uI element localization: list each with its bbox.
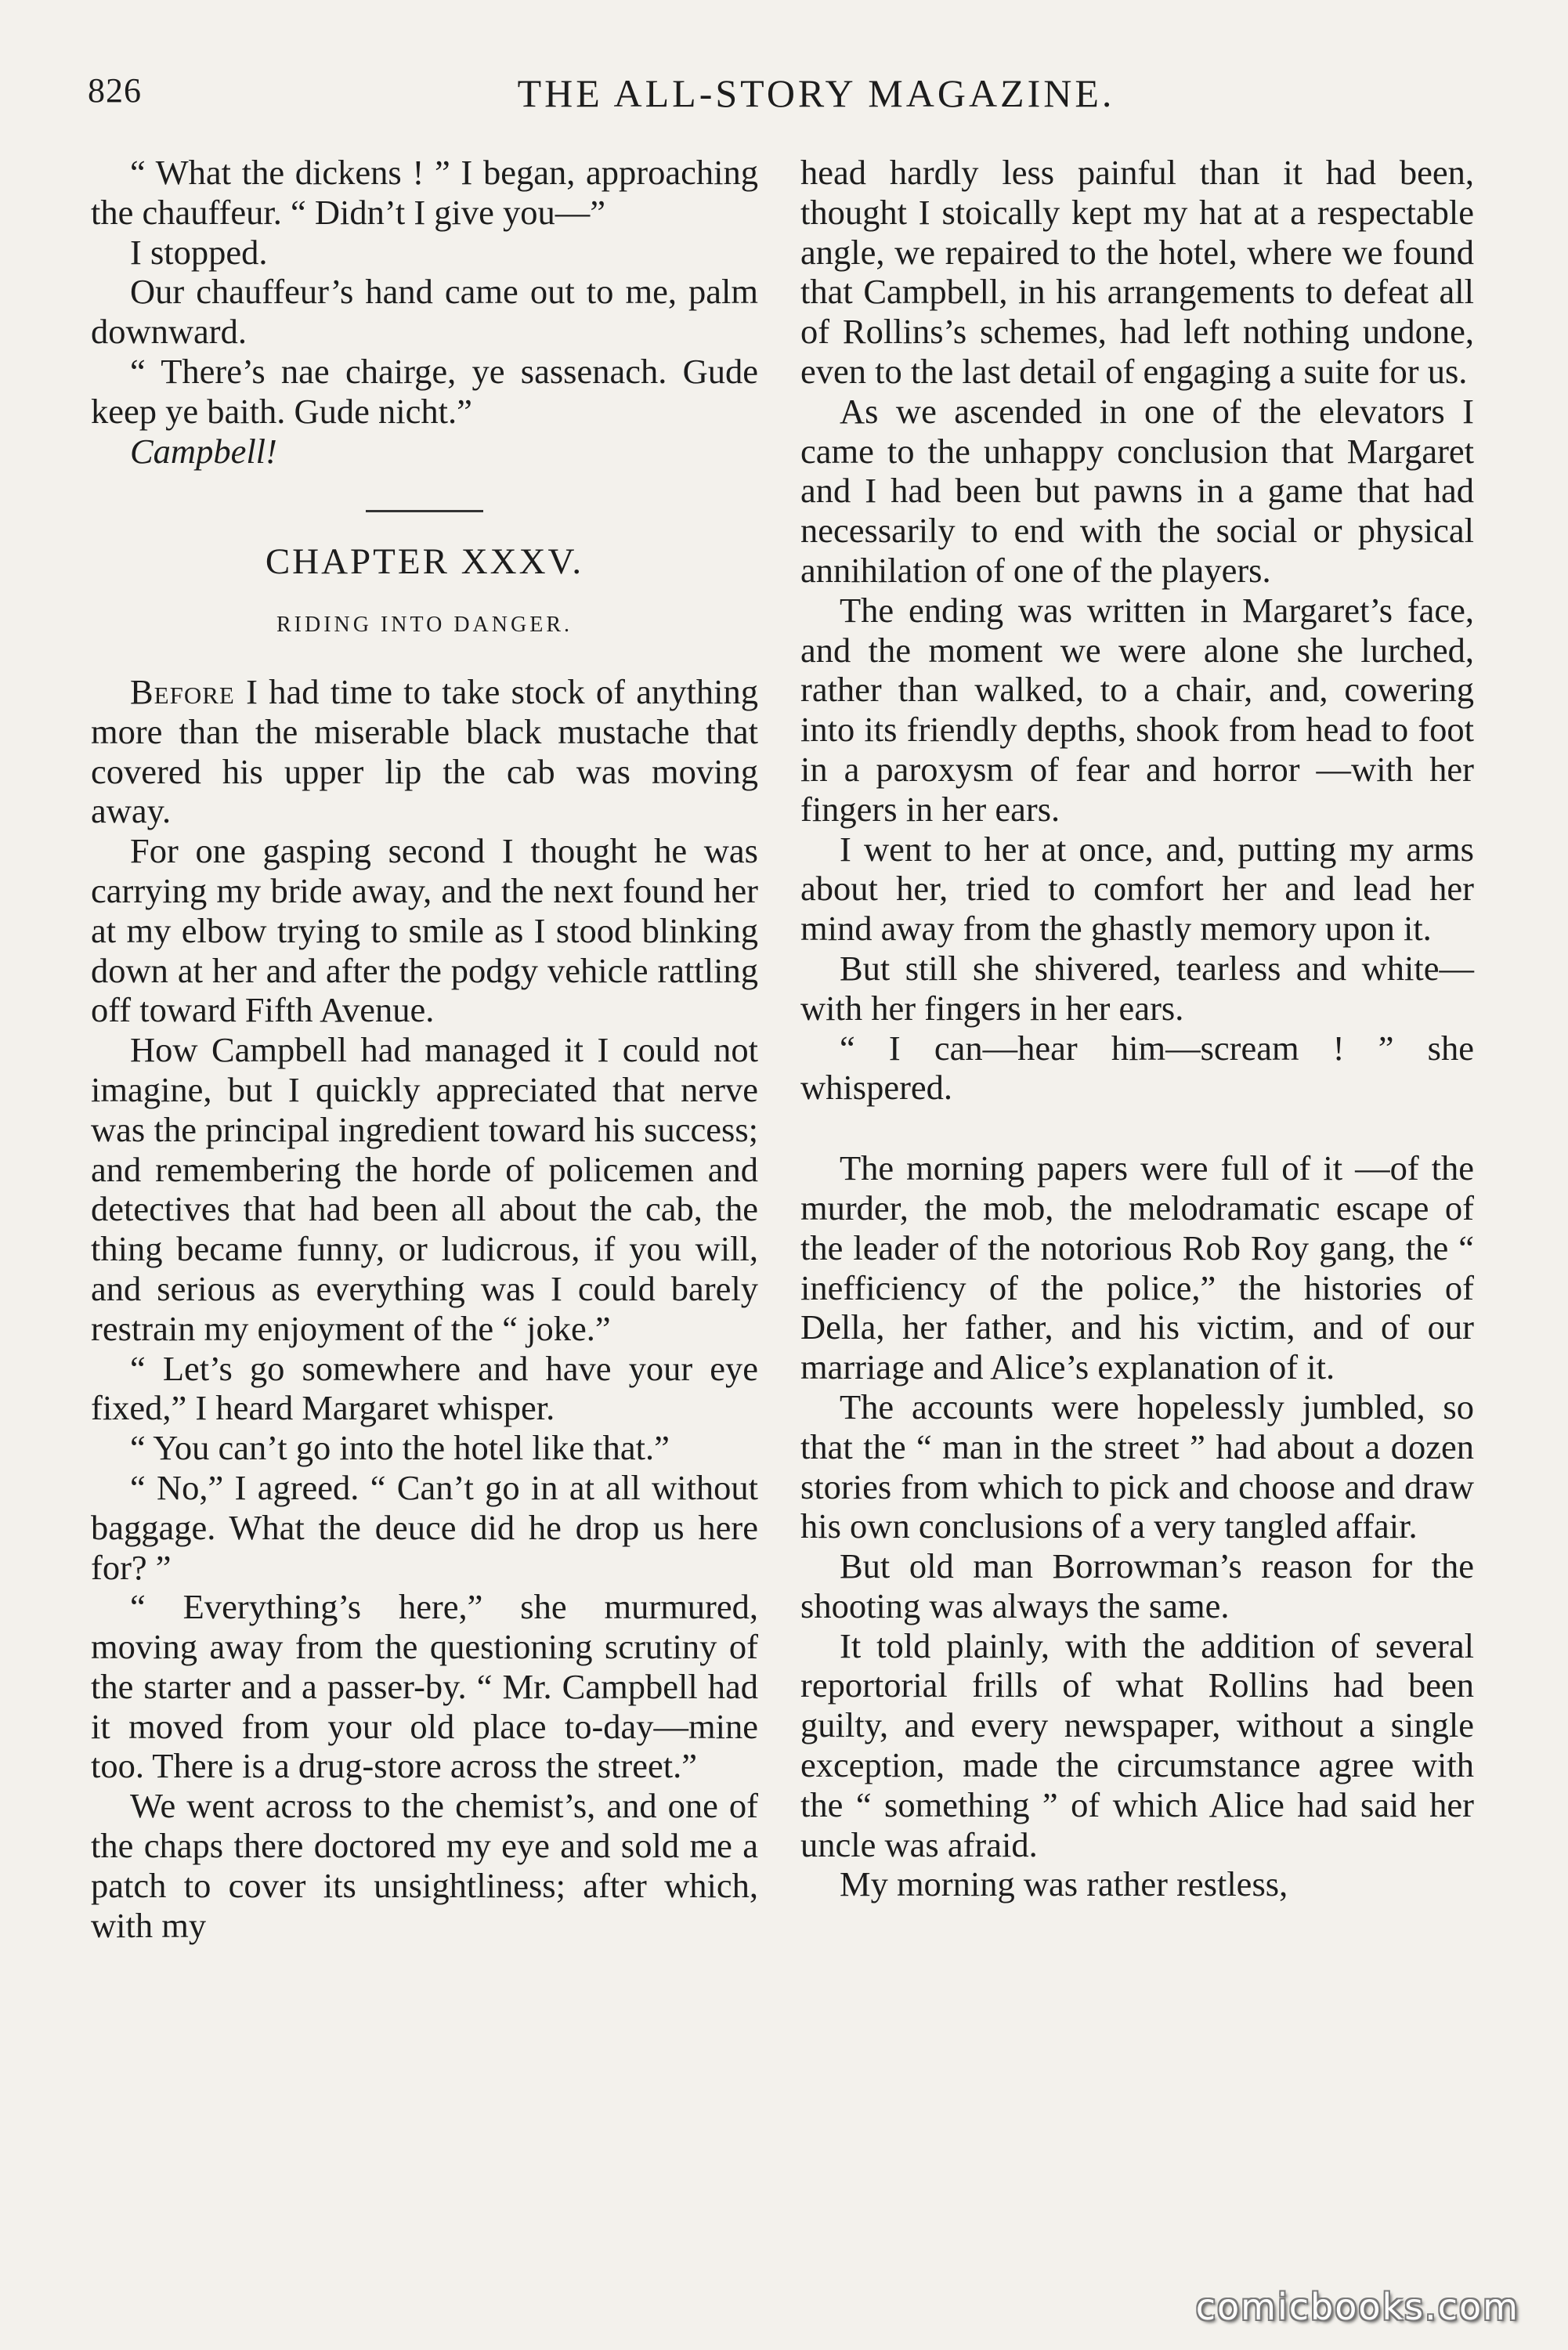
opening-paragraph-text: I had time to take stock of anything more than the miserable black mustache that covered his upper lip the cab was moving away. xyxy=(91,671,758,831)
paragraph: The accounts were hopelessly jumbled, so that the “ man in the street ” had about a dozen stories from which to pick and choose and draw his own conclusions of a very tangled affair. xyxy=(800,1386,1474,1546)
paragraph: “ Everything’s here,” she murmured, moving away from the questioning scrutiny of the starter and a passer-by. “ Mr. Campbell had it moved from your old place to-day—mine too. There is a drug-store across the street.” xyxy=(91,1587,758,1786)
paragraph: It told plainly, with the addition of several reportorial frills of what Rollins had been guilty, and every newspaper, without a single exception, made the circumstance agree with the “ something ” of which Alice had said her uncle was afraid. xyxy=(800,1625,1474,1864)
section-break xyxy=(800,1108,1474,1148)
paragraph: We went across to the chemist’s, and one of the chaps there doctored my eye and sold me a patch to cover its unsightliness; after which, with my xyxy=(91,1786,758,1945)
opening-word: Before xyxy=(130,671,235,711)
paragraph: “ Let’s go somewhere and have your eye fixed,” I heard Margaret whisper. xyxy=(91,1348,758,1428)
paragraph: But still she shivered, tearless and white—with her fingers in her ears. xyxy=(800,948,1474,1028)
paragraph: As we ascended in one of the elevators I came to the unhappy conclusion that Margaret and I had been but pawns in a game that had necessarily to end with the social or physical annihilation of one of the players. xyxy=(800,391,1474,590)
paragraph: But old man Borrowman’s reason for the shooting was always the same. xyxy=(800,1546,1474,1625)
chapter-subtitle: RIDING INTO DANGER. xyxy=(276,613,573,638)
chapter-opening-paragraph xyxy=(91,672,758,831)
running-title: THE ALL-STORY MAGAZINE. xyxy=(517,71,1115,115)
paragraph: Our chauffeur’s hand came out to me, palm downward. xyxy=(91,272,758,352)
paragraph: “ There’s nae chairge, ye sassenach. Gude keep ye baith. Gude nicht.” xyxy=(91,351,758,431)
paragraph: “ I can—hear him—scream ! ” she whispered. xyxy=(800,1028,1474,1108)
signature-campbell: Campbell! xyxy=(130,431,277,471)
paragraph: The ending was written in Margaret’s face, and the moment we were alone she lurched, rather than walked, to a chair, and, cowering into its friendly depths, shook from head to foot in a paroxysm of fear and horror —with her fingers in her ears. xyxy=(800,590,1474,829)
left-column xyxy=(91,153,758,1945)
paragraph: For one gasping second I thought he was carrying my bride away, and the next found her at my elbow trying to smile as I stood blinking down at her and after the podgy vehicle rattling off toward Fifth Avenue. xyxy=(91,831,758,1030)
paragraph: “ What the dickens ! ” I began, approaching the chauffeur. “ Didn’t I give you—” xyxy=(91,153,758,232)
paragraph: How Campbell had managed it I could not imagine, but I quickly appreciated that nerve was the principal ingredient toward his success; and remembering the horde of policemen and detectives that had been all about the cab, the thing became funny, or ludicrous, if you will, and serious as everything was I could barely restrain my enjoyment of the “ joke.” xyxy=(91,1030,758,1348)
paragraph: The morning papers were full of it —of the murder, the mob, the melodramatic escape of the leader of the notorious Rob Roy gang, the “ inefficiency of the police,” the histories of Della, her father, and his victim, and of our marriage and Alice’s explanation of it. xyxy=(800,1148,1474,1387)
paragraph: “ You can’t go into the hotel like that.” xyxy=(130,1428,670,1468)
paragraph: I went to her at once, and, putting my arms about her, tried to comfort her and lead her mind away from the ghastly memory upon it. xyxy=(800,829,1474,949)
paragraph: “ No,” I agreed. “ Can’t go in at all without baggage. What the deuce did he drop us here for? ” xyxy=(91,1467,758,1587)
paragraph: My morning was rather restless, xyxy=(840,1864,1288,1904)
page-number: 826 xyxy=(88,71,142,110)
right-column xyxy=(800,153,1474,1904)
chapter-title: CHAPTER XXXV. xyxy=(265,541,584,583)
watermark-logo: comicbooks.com xyxy=(1195,2286,1519,2328)
chapter-divider-rule xyxy=(366,510,483,512)
continued-paragraph: head hardly less painful than it had been, thought I stoically kept my hat at a respectable angle, we repaired to the hotel, where we found that Campbell, in his arrangements to defeat all of Rollins’s schemes, had left nothing undone, even to the last detail of engaging a suite for us. xyxy=(800,153,1474,391)
page-header xyxy=(88,70,1545,125)
paragraph: I stopped. xyxy=(130,232,268,272)
